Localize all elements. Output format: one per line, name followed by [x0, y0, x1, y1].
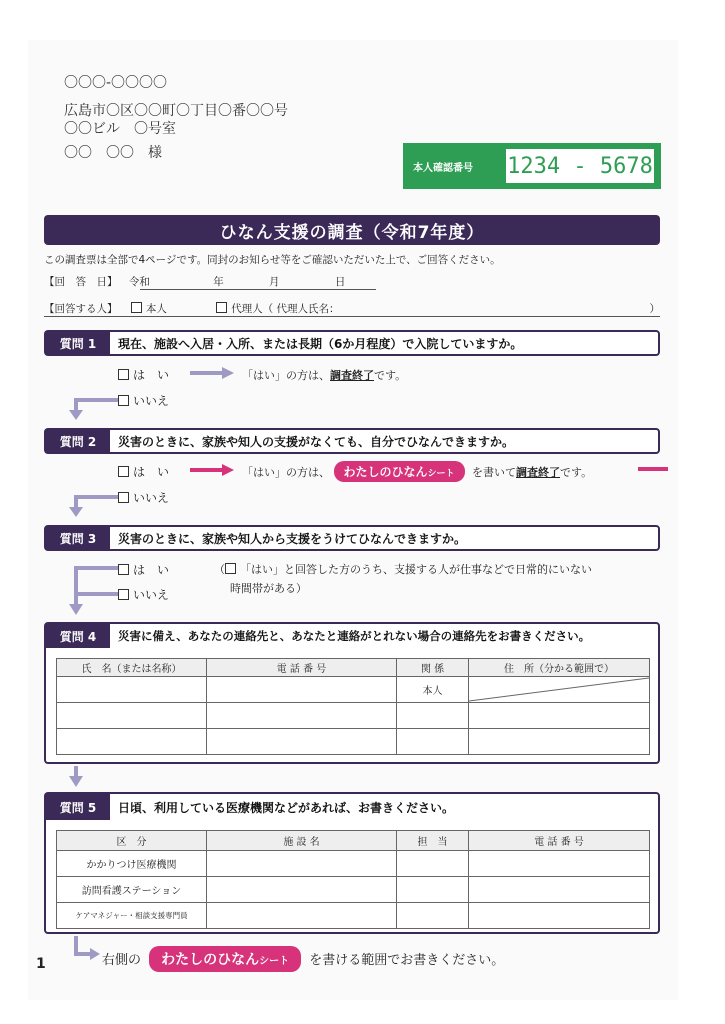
question-4-text: 災害に備え、あなたの連絡先と、あなたと連絡がとれない場合の連絡先をお書きください。: [118, 629, 591, 643]
respondent-row: [44, 301, 660, 316]
survey-title: ひなん支援の調査（令和7年度）: [44, 215, 660, 245]
contact-cell-relation[interactable]: [397, 729, 469, 755]
question-2-number: 質問 2: [46, 430, 110, 452]
medical-header-category: 区 分: [57, 831, 207, 851]
medical-cell-facility[interactable]: [207, 877, 397, 903]
address-line-2: 〇〇ビル 〇号室: [64, 121, 176, 137]
question-4-section: [44, 622, 660, 764]
medical-cell-facility[interactable]: [207, 851, 397, 877]
contact-cell-address: [469, 677, 650, 703]
medical-header-facility: 施 設 名: [207, 831, 397, 851]
footer-pre: 右側の: [102, 953, 142, 968]
contact-cell-relation[interactable]: [397, 703, 469, 729]
medical-category-3: ケアマネジャー・相談支援専門員: [57, 903, 207, 929]
q3-yes-label: は い: [133, 563, 170, 577]
q2-yes-checkbox[interactable]: [118, 466, 129, 477]
era-label: 令和: [128, 276, 150, 288]
table-row: [57, 903, 650, 929]
q2-yes-option[interactable]: [118, 463, 169, 480]
medical-cell-staff[interactable]: [397, 903, 469, 929]
year-label: 年: [213, 276, 224, 288]
contact-cell-name[interactable]: [57, 677, 207, 703]
q4-down-arrow-icon: [68, 766, 84, 788]
q1-yes-checkbox[interactable]: [118, 369, 129, 380]
table-row: [57, 703, 650, 729]
answer-date-row: [44, 274, 345, 289]
table-row: [57, 677, 650, 703]
medical-cell-phone[interactable]: [469, 851, 650, 877]
question-5-number: 質問 5: [46, 794, 110, 820]
contact-table: [56, 658, 650, 755]
respondent-label: 【回答する人】: [44, 303, 118, 315]
table-row: [57, 851, 650, 877]
footer-sheet-small: シート: [259, 956, 290, 967]
q3-no-checkbox[interactable]: [118, 589, 129, 600]
q3-yes-option[interactable]: [118, 561, 169, 578]
q1-yes-option[interactable]: [118, 366, 169, 383]
contact-cell-address[interactable]: [469, 703, 650, 729]
question-3-text: 災害のときに、家族や知人から支援をうけてひなんできますか。: [118, 531, 467, 546]
q2-yes-note: [242, 461, 592, 482]
q2-note-bold: 調査終了: [516, 466, 561, 479]
medical-cell-phone[interactable]: [469, 877, 650, 903]
q3-paren-open: （: [214, 563, 225, 576]
day-label: 日: [334, 276, 346, 288]
question-5-section: [44, 792, 660, 934]
q1-no-checkbox[interactable]: [118, 395, 129, 406]
answer-date-label: 【回 答 日】: [44, 276, 118, 288]
medical-category-1: かかりつけ医療機関: [57, 851, 207, 877]
q3-yes-checkbox[interactable]: [118, 564, 129, 575]
id-number-box: [403, 143, 661, 189]
intro-text: この調査票は全部で4ページです。同封のお知らせ等をご確認いただいた上で、ご回答ください。: [44, 254, 501, 266]
table-row: [57, 729, 650, 755]
q2-no-option[interactable]: [118, 489, 169, 506]
q2-yes-label: は い: [133, 465, 170, 479]
q1-no-option[interactable]: [118, 392, 169, 409]
q2-note-post: です。: [560, 466, 593, 479]
q1-no-label: いいえ: [133, 394, 170, 408]
self-checkbox[interactable]: [131, 302, 142, 313]
respondent-underline: [44, 316, 660, 317]
contact-cell-phone[interactable]: [207, 729, 397, 755]
q3-sub-note: [214, 561, 592, 577]
q3-down-arrow-icon: [62, 562, 118, 618]
footer-post: を書ける範囲でお書きください。: [309, 953, 505, 968]
q3-no-option[interactable]: [118, 586, 169, 603]
medical-header-phone: 電 話 番 号: [469, 831, 650, 851]
question-2-bar: [44, 428, 660, 454]
medical-category-2: 訪問看護ステーション: [57, 877, 207, 903]
question-4-bar: [46, 624, 658, 648]
q1-yes-label: は い: [133, 368, 170, 382]
medical-cell-phone[interactable]: [469, 903, 650, 929]
postal-code: 〇〇〇-〇〇〇〇: [64, 75, 168, 91]
contact-header-relation: 関 係: [397, 659, 469, 677]
footer-sheet-badge: [149, 946, 301, 972]
contact-cell-name[interactable]: [57, 729, 207, 755]
answer-date-underline: [140, 289, 376, 290]
footer-sheet-main: わたしのひなん: [161, 952, 260, 968]
contact-header-name: 氏 名（または名称）: [57, 659, 207, 677]
question-4-number: 質問 4: [46, 624, 110, 648]
q3-sub-note-1: 「はい」と回答した方のうち、支援する人が仕事などで日常的にいない: [240, 563, 592, 576]
proxy-label: 代理人（ 代理人氏名：: [231, 303, 340, 315]
contact-cell-address[interactable]: [469, 729, 650, 755]
medical-cell-staff[interactable]: [397, 877, 469, 903]
contact-cell-phone[interactable]: [207, 703, 397, 729]
question-1-text: 現在、施設へ入居・入所、または長期（6か月程度）で入院していますか。: [118, 336, 523, 351]
q1-down-arrow-icon: [62, 393, 118, 421]
month-label: 月: [269, 276, 280, 288]
contact-cell-relation: 本人: [397, 677, 469, 703]
page-number: 1: [36, 956, 46, 972]
q3-sub-checkbox[interactable]: [225, 563, 236, 574]
q1-yes-note: [242, 367, 406, 383]
question-5-bar: [46, 794, 658, 820]
q2-sheet-badge: [334, 461, 465, 482]
medical-table: [56, 830, 650, 929]
question-3-bar: [44, 525, 660, 551]
recipient-name: 〇〇 〇〇 様: [64, 145, 162, 161]
contact-header-address: 住 所（分かる範囲で）: [469, 659, 650, 677]
q3-no-label: いいえ: [133, 588, 170, 602]
q2-pink-line: [638, 467, 668, 471]
footer-arrow-icon: [68, 936, 102, 962]
question-1-bar: [44, 330, 660, 356]
question-2-text: 災害のときに、家族や知人の支援がなくても、自分でひなんできますか。: [118, 434, 515, 449]
question-3-number: 質問 3: [46, 527, 110, 549]
q1-note-post: です。: [374, 369, 407, 382]
question-1-number: 質問 1: [46, 332, 110, 354]
medical-header-staff: 担 当: [397, 831, 469, 851]
proxy-checkbox[interactable]: [216, 302, 227, 313]
q2-sheet-main: わたしのひなん: [343, 465, 428, 479]
q2-note-mid: を書いて: [472, 466, 517, 479]
self-label: 本人: [145, 303, 167, 315]
q2-no-label: いいえ: [133, 491, 170, 505]
contact-cell-phone[interactable]: [207, 677, 397, 703]
q1-arrow-icon: [190, 366, 236, 380]
contact-header-phone: 電 話 番 号: [207, 659, 397, 677]
id-number-label: 本人確認番号: [413, 163, 473, 174]
q3-sub-note-2: 時間帯がある）: [230, 582, 307, 595]
question-5-text: 日頃、利用している医療機関などがあれば、お書きください。: [118, 800, 455, 815]
footer-note: [102, 946, 504, 972]
address-line-1: 広島市〇区〇〇町〇丁目〇番〇〇号: [64, 103, 288, 119]
table-row: [57, 877, 650, 903]
medical-cell-facility[interactable]: [207, 903, 397, 929]
q2-sheet-small: シート: [427, 469, 455, 479]
q2-down-arrow-icon: [62, 490, 118, 518]
q1-note-pre: 「はい」の方は、: [242, 369, 330, 382]
q1-note-bold: 調査終了: [330, 369, 374, 382]
q2-note-pre: 「はい」の方は、: [242, 466, 330, 479]
diagonal-slash: [469, 677, 649, 702]
proxy-close-paren: ）: [649, 303, 660, 315]
id-number-value: 1234 - 5678: [505, 148, 655, 184]
medical-cell-staff[interactable]: [397, 851, 469, 877]
contact-cell-name[interactable]: [57, 703, 207, 729]
q2-arrow-icon: [190, 463, 236, 477]
q2-no-checkbox[interactable]: [118, 492, 129, 503]
